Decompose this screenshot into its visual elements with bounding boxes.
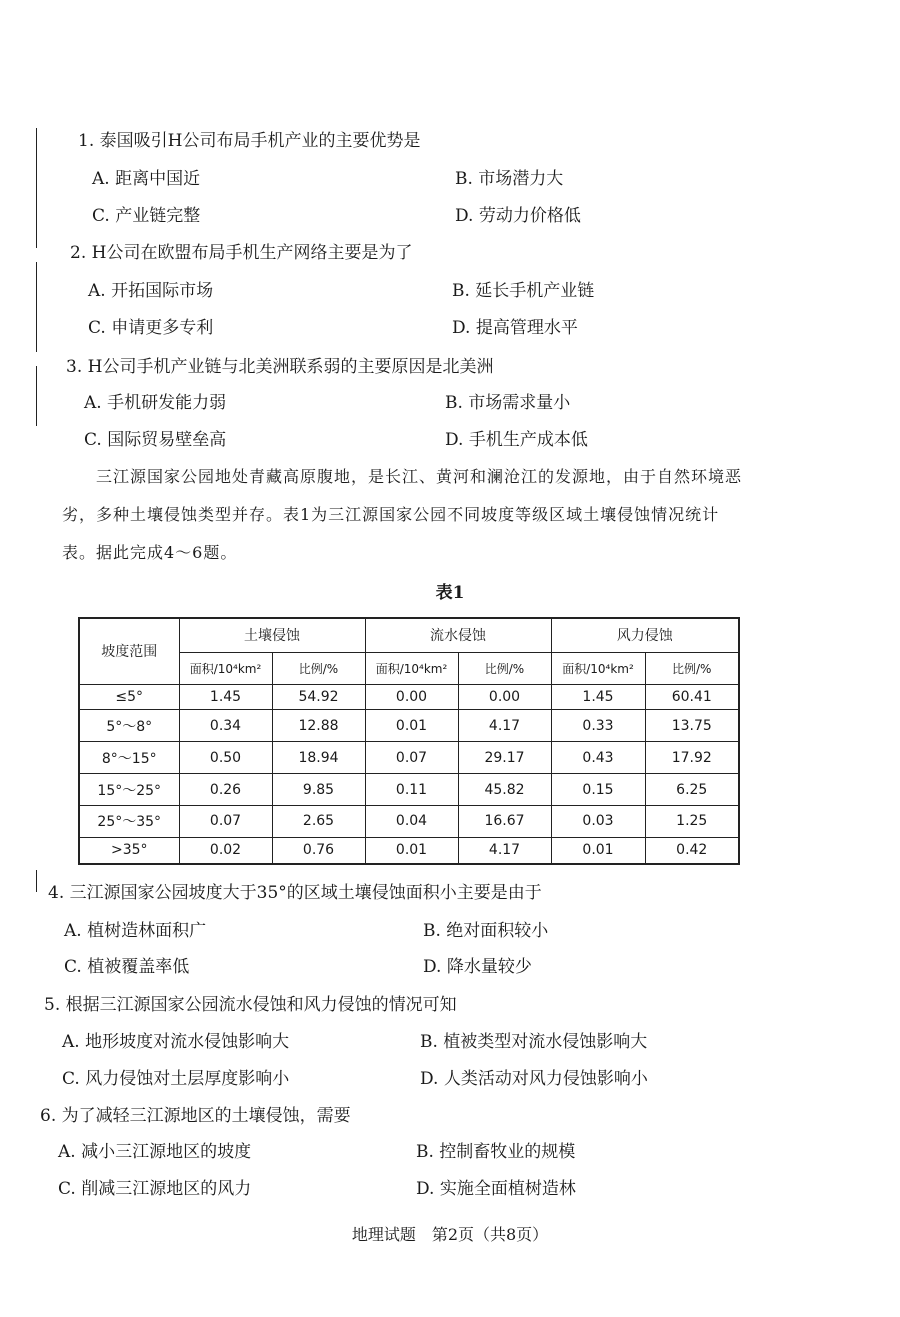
data-cell: 0.26 bbox=[179, 774, 272, 806]
question-4-option-c: C. 植被覆盖率低 bbox=[64, 957, 190, 977]
question-2-stem: 2. H公司在欧盟布局手机生产网络主要是为了 bbox=[70, 243, 413, 263]
question-2-option-d: D. 提高管理水平 bbox=[452, 318, 578, 338]
subheader-cell: 面积/10⁴km² bbox=[551, 652, 645, 684]
data-cell: 54.92 bbox=[272, 684, 365, 710]
table-row bbox=[79, 805, 739, 837]
data-cell: 0.50 bbox=[179, 742, 272, 774]
data-cell: 0.15 bbox=[551, 774, 645, 806]
data-cell: 0.00 bbox=[365, 684, 458, 710]
passage-line-3: 表。据此完成4～6题。 bbox=[62, 543, 238, 562]
data-cell: 1.45 bbox=[179, 684, 272, 710]
question-2-option-a: A. 开拓国际市场 bbox=[88, 281, 214, 301]
question-3-option-c: C. 国际贸易壁垒高 bbox=[84, 430, 227, 450]
data-cell: 1.45 bbox=[551, 684, 645, 710]
data-cell: 0.33 bbox=[551, 710, 645, 742]
subheader-cell: 面积/10⁴km² bbox=[365, 652, 458, 684]
data-cell: 0.01 bbox=[551, 837, 645, 864]
question-5-option-c: C. 风力侵蚀对土层厚度影响小 bbox=[62, 1069, 290, 1089]
data-cell: 0.07 bbox=[179, 805, 272, 837]
question-1-option-b: B. 市场潜力大 bbox=[455, 169, 564, 189]
margin-mark bbox=[36, 366, 37, 426]
data-cell: 9.85 bbox=[272, 774, 365, 806]
group-header-wind: 风力侵蚀 bbox=[551, 618, 739, 652]
group-header-soil: 土壤侵蚀 bbox=[179, 618, 365, 652]
subheader-cell: 比例/% bbox=[645, 652, 739, 684]
data-cell: 0.01 bbox=[365, 837, 458, 864]
data-cell: 0.76 bbox=[272, 837, 365, 864]
range-cell: >35° bbox=[79, 837, 179, 864]
data-cell: 0.02 bbox=[179, 837, 272, 864]
margin-mark bbox=[36, 870, 37, 892]
question-2-option-b: B. 延长手机产业链 bbox=[452, 281, 595, 301]
data-cell: 0.01 bbox=[365, 710, 458, 742]
data-cell: 13.75 bbox=[645, 710, 739, 742]
table-row bbox=[79, 774, 739, 806]
question-1-stem: 1. 泰国吸引H公司布局手机产业的主要优势是 bbox=[78, 131, 421, 151]
data-cell: 2.65 bbox=[272, 805, 365, 837]
question-1-option-c: C. 产业链完整 bbox=[92, 206, 201, 226]
subheader-cell: 比例/% bbox=[458, 652, 551, 684]
data-cell: 45.82 bbox=[458, 774, 551, 806]
data-cell: 0.00 bbox=[458, 684, 551, 710]
data-cell: 6.25 bbox=[645, 774, 739, 806]
data-cell: 1.25 bbox=[645, 805, 739, 837]
question-5-stem: 5. 根据三江源国家公园流水侵蚀和风力侵蚀的情况可知 bbox=[44, 995, 457, 1015]
range-cell: 5°～8° bbox=[79, 710, 179, 742]
data-cell: 12.88 bbox=[272, 710, 365, 742]
data-cell: 18.94 bbox=[272, 742, 365, 774]
range-cell: ≤5° bbox=[79, 684, 179, 710]
passage-line-2: 劣，多种土壤侵蚀类型并存。表1为三江源国家公园不同坡度等级区域土壤侵蚀情况统计 bbox=[62, 505, 720, 524]
question-3-stem: 3. H公司手机产业链与北美洲联系弱的主要原因是北美洲 bbox=[66, 357, 494, 377]
data-cell: 0.42 bbox=[645, 837, 739, 864]
question-1-option-a: A. 距离中国近 bbox=[92, 169, 201, 189]
data-cell: 0.04 bbox=[365, 805, 458, 837]
data-cell: 0.11 bbox=[365, 774, 458, 806]
range-cell: 25°～35° bbox=[79, 805, 179, 837]
question-1-option-d: D. 劳动力价格低 bbox=[455, 206, 581, 226]
question-6-option-d: D. 实施全面植树造林 bbox=[416, 1179, 576, 1199]
question-2-option-c: C. 申请更多专利 bbox=[88, 318, 214, 338]
row-header-cell: 坡度范围 bbox=[79, 618, 179, 684]
question-3-option-d: D. 手机生产成本低 bbox=[445, 430, 588, 450]
question-4-option-b: B. 绝对面积较小 bbox=[423, 921, 549, 941]
data-cell: 4.17 bbox=[458, 710, 551, 742]
question-3-option-b: B. 市场需求量小 bbox=[445, 393, 571, 413]
data-cell: 60.41 bbox=[645, 684, 739, 710]
margin-mark bbox=[36, 262, 37, 352]
question-4-option-a: A. 植树造林面积广 bbox=[64, 921, 207, 941]
question-5-option-a: A. 地形坡度对流水侵蚀影响大 bbox=[62, 1032, 290, 1052]
data-cell: 16.67 bbox=[458, 805, 551, 837]
passage-line-1: 三江源国家公园地处青藏高原腹地，是长江、黄河和澜沧江的发源地，由于自然环境恶 bbox=[96, 467, 743, 486]
erosion-table bbox=[78, 617, 740, 865]
range-cell: 8°～15° bbox=[79, 742, 179, 774]
question-5-option-d: D. 人类活动对风力侵蚀影响小 bbox=[420, 1069, 648, 1089]
data-cell: 0.34 bbox=[179, 710, 272, 742]
subheader-cell: 面积/10⁴km² bbox=[179, 652, 272, 684]
question-5-option-b: B. 植被类型对流水侵蚀影响大 bbox=[420, 1032, 648, 1052]
question-4-stem: 4. 三江源国家公园坡度大于35°的区域土壤侵蚀面积小主要是由于 bbox=[48, 883, 542, 903]
data-cell: 17.92 bbox=[645, 742, 739, 774]
data-cell: 29.17 bbox=[458, 742, 551, 774]
table-title: 表1 bbox=[435, 583, 465, 603]
data-cell: 0.43 bbox=[551, 742, 645, 774]
question-6-option-c: C. 削减三江源地区的风力 bbox=[58, 1179, 252, 1199]
group-header-water: 流水侵蚀 bbox=[365, 618, 551, 652]
range-cell: 15°～25° bbox=[79, 774, 179, 806]
page-footer: 地理试题 第2页（共8页） bbox=[351, 1225, 549, 1244]
margin-mark bbox=[36, 128, 37, 248]
question-6-option-b: B. 控制畜牧业的规模 bbox=[416, 1142, 576, 1162]
table-row bbox=[79, 710, 739, 742]
question-6-stem: 6. 为了减轻三江源地区的土壤侵蚀，需要 bbox=[40, 1106, 351, 1126]
data-cell: 0.03 bbox=[551, 805, 645, 837]
question-3-option-a: A. 手机研发能力弱 bbox=[84, 393, 227, 413]
question-4-option-d: D. 降水量较少 bbox=[423, 957, 532, 977]
question-6-option-a: A. 减小三江源地区的坡度 bbox=[58, 1142, 252, 1162]
table-row bbox=[79, 742, 739, 774]
subheader-cell: 比例/% bbox=[272, 652, 365, 684]
table-row bbox=[79, 837, 739, 864]
data-cell: 0.07 bbox=[365, 742, 458, 774]
table-row bbox=[79, 684, 739, 710]
data-cell: 4.17 bbox=[458, 837, 551, 864]
